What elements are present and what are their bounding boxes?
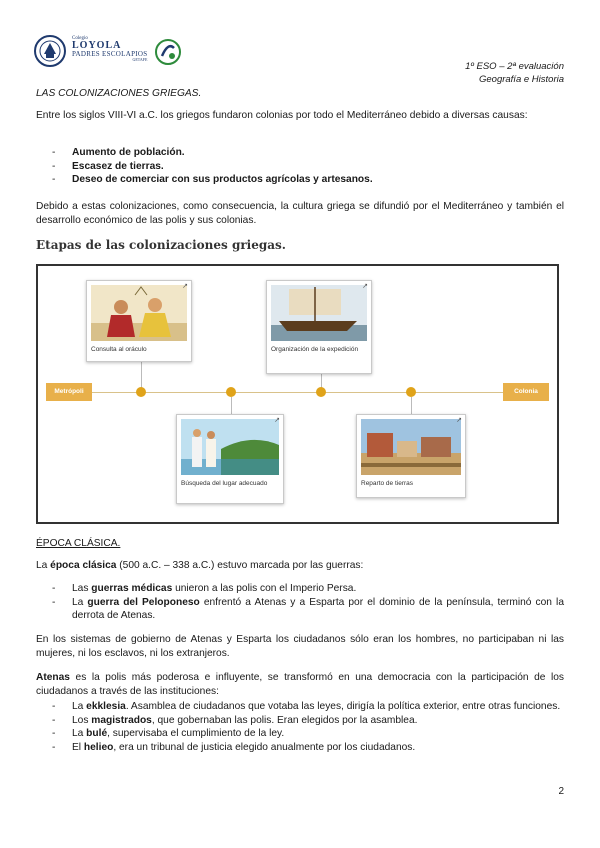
timeline-line bbox=[48, 392, 547, 393]
wars-list bbox=[36, 582, 564, 623]
school-name-logo bbox=[72, 36, 147, 62]
stage-caption: Búsqueda del lugar adecuado bbox=[181, 480, 268, 487]
section-title-colonizaciones: LAS COLONIZACIONES GRIEGAS. bbox=[36, 88, 202, 99]
expand-icon[interactable]: ↗ bbox=[456, 417, 462, 424]
stage-caption: Reparto de tierras bbox=[361, 480, 414, 487]
oracle-illustration bbox=[91, 285, 187, 341]
section-title-epoca-clasica: ÉPOCA CLÁSICA. bbox=[36, 538, 121, 549]
stage-caption: Consulta al oráculo bbox=[91, 346, 147, 353]
timeline-end-label: Colonia bbox=[503, 383, 549, 401]
expand-icon[interactable]: ↗ bbox=[274, 417, 280, 424]
colonization-intro: Entre los siglos VIII-VI a.C. los griegos fundaron colonias por todo el Mediterráneo debido a diversas causas: bbox=[36, 110, 528, 121]
logo-line1: Colegio bbox=[72, 36, 88, 41]
stage-card-oracle[interactable] bbox=[86, 280, 192, 362]
list-item: - La bulé, supervisaba el cumplimiento de la ley. bbox=[36, 727, 564, 741]
subject-label: Geografía e Historia bbox=[478, 74, 564, 85]
list-item: - La guerra del Peloponeso enfrentó a Atenas y a Esparta por el dominio de la península, terminó con la derrota de Atenas. bbox=[36, 596, 564, 623]
ship-illustration bbox=[271, 285, 367, 341]
list-item: - Los magistrados, que gobernaban las polis. Eran elegidos por la asamblea. bbox=[36, 714, 564, 728]
page-number: 2 bbox=[558, 786, 564, 797]
list-item: - Las guerras médicas unieron a las polis con el Imperio Persa. bbox=[36, 582, 564, 596]
logo-line3: PADRES ESCOLAPIOS bbox=[72, 50, 148, 58]
timeline-start-label: Metrópoli bbox=[46, 383, 92, 401]
list-item: - El helieo, era un tribunal de justicia elegido anualmente por los ciudadanos. bbox=[36, 741, 564, 755]
timeline-dot bbox=[316, 387, 326, 397]
colonization-conclusion: Debido a estas colonizaciones, como consecuencia, la cultura griega se difundió por el Mediterráneo y también el desarrollo económico de las polis y sus colonias. bbox=[36, 201, 564, 226]
logo-line2: LOYOLA bbox=[72, 40, 122, 51]
stage-card-land[interactable] bbox=[356, 414, 466, 498]
list-item: - La ekklesia. Asamblea de ciudadanos que votaba las leyes, dirigía la política exterior, entre otras funciones. bbox=[36, 700, 564, 714]
school-crest-icon bbox=[34, 34, 66, 68]
stage-caption: Organización de la expedición bbox=[271, 346, 359, 353]
course-header bbox=[465, 60, 564, 86]
atenas-paragraph: Atenas es la polis más poderosa e influyente, se transformó en una democracia con la participación de los ciudadanos a través de las instituciones: bbox=[36, 672, 564, 697]
colonization-stages-diagram bbox=[36, 264, 559, 524]
institutions-list bbox=[36, 700, 564, 754]
timeline-dot bbox=[226, 387, 236, 397]
causes-list bbox=[36, 146, 564, 187]
figure-title: Etapas de las colonizaciones griegas. bbox=[36, 238, 286, 252]
citizens-paragraph: En los sistemas de gobierno de Atenas y Esparta los ciudadanos sólo eran los hombres, no participaban ni las mujeres, ni los esclavos, ni los extranjeros. bbox=[36, 634, 564, 659]
secondary-logo-icon bbox=[154, 38, 182, 66]
list-item: - Deseo de comerciar con sus productos agrícolas y artesanos. bbox=[36, 173, 564, 187]
epoca-clasica-intro: La época clásica (500 a.C. – 338 a.C.) estuvo marcada por las guerras: bbox=[36, 560, 364, 571]
list-item: - Aumento de población. bbox=[36, 146, 564, 160]
list-item: - Escasez de tierras. bbox=[36, 160, 564, 174]
expand-icon[interactable]: ↗ bbox=[182, 283, 188, 290]
coast-illustration bbox=[181, 419, 279, 475]
timeline-dot bbox=[406, 387, 416, 397]
stage-card-expedition[interactable] bbox=[266, 280, 372, 374]
logo-line4: GETAFE bbox=[132, 57, 148, 62]
stage-card-search[interactable] bbox=[176, 414, 284, 504]
expand-icon[interactable]: ↗ bbox=[362, 283, 368, 290]
settlement-illustration bbox=[361, 419, 461, 475]
course-label: 1º ESO – 2ª evaluación bbox=[465, 61, 564, 72]
timeline-dot bbox=[136, 387, 146, 397]
